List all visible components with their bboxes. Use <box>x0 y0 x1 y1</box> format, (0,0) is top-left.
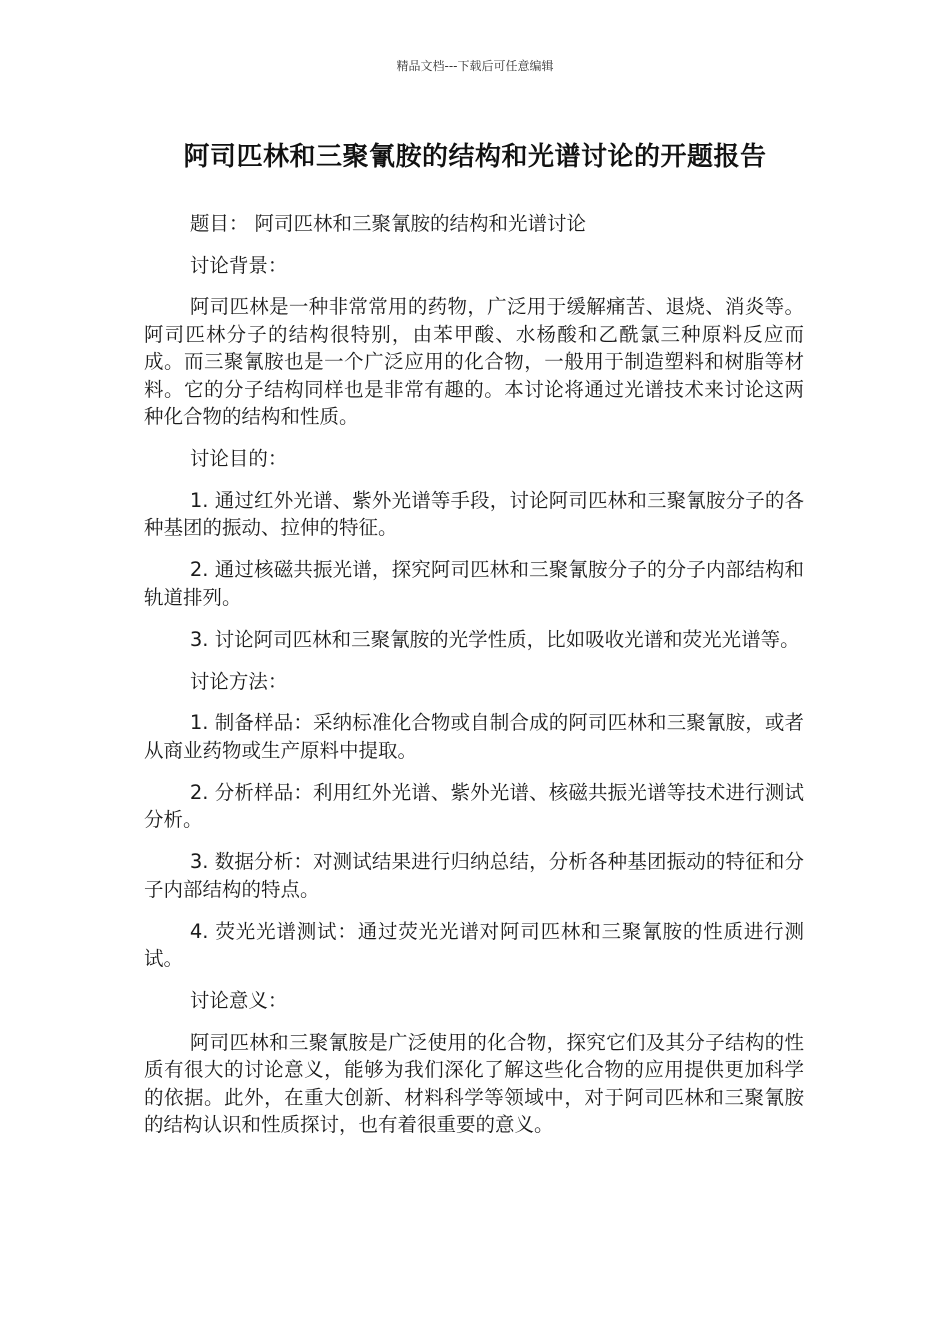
section-heading-methods: 讨论方法： <box>189 669 288 693</box>
document-body <box>144 210 804 1153</box>
section-heading-objectives: 讨论目的： <box>189 447 288 470</box>
method-item-3: 3. 数据分析：对测试结果进行归纳总结，分析各种基团振动的特征和分子内部结构的特点。 <box>144 850 804 901</box>
method-item-4: 4. 荧光光谱测试：通过荧光光谱对阿司匹林和三聚氰胺的性质进行测试。 <box>144 919 804 970</box>
section-heading-background: 讨论背景： <box>189 253 288 277</box>
objective-item-1: 1. 通过红外光谱、紫外光谱等手段，讨论阿司匹林和三聚氰胺分子的各种基团的振动、拉伸的特征。 <box>144 488 804 539</box>
background-paragraph: 阿司匹林是一种非常常用的药物，广泛用于缓解痛苦、退烧、消炎等。阿司匹林分子的结构很特别，由苯甲酸、水杨酸和乙酰氯三种原料反应而成。而三聚氰胺也是一个广泛应用的化合物，一般用于制造塑料和树脂等材料。它的分子结构同样也是非常有趣的。本讨论将通过光谱技术来讨论这两种化合物的结构和性质。 <box>144 295 804 428</box>
method-item-2: 2. 分析样品：利用红外光谱、紫外光谱、核磁共振光谱等技术进行测试分析。 <box>144 780 804 831</box>
objective-item-2: 2. 通过核磁共振光谱，探究阿司匹林和三聚氰胺分子的分子内部结构和轨道排列。 <box>144 558 804 609</box>
significance-paragraph: 阿司匹林和三聚氰胺是广泛使用的化合物，探究它们及其分子结构的性质有很大的讨论意义，能够为我们深化了解这些化合物的应用提供更加科学的依据。此外，在重大创新、材料科学等领域中，对于阿司匹林和三聚氰胺的结构认识和性质探讨，也有着很重要的意义。 <box>144 1030 804 1136</box>
section-heading-significance: 讨论意义： <box>189 989 288 1012</box>
method-item-1: 1. 制备样品：采纳标准化合物或自制合成的阿司匹林和三聚氰胺，或者从商业药物或生产原料中提取。 <box>144 711 804 762</box>
objective-item-3: 3. 讨论阿司匹林和三聚氰胺的光学性质，比如吸收光谱和荧光光谱等。 <box>189 627 800 651</box>
document-title: 阿司匹林和三聚氰胺的结构和光谱讨论的开题报告 <box>183 142 767 172</box>
header-note: 精品文档---下载后可任意编辑 <box>396 59 554 73</box>
topic-line: 题目： 阿司匹林和三聚氰胺的结构和光谱讨论 <box>189 212 587 235</box>
